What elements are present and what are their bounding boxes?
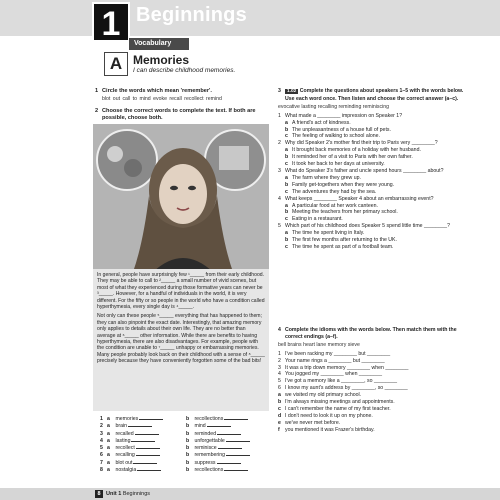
article-paragraph: In general, people have surprisingly few ¹_____ from their early childhood. They may be able to call to ²_____ a small number of vivid scenes, but most of what they experienced during those formative years can never be ³_____. However, for a handful of individuals in the world, it is very different. For the fifty or so people in the world who have a condition called hyperthymesia, every single day is ⁴_____. (97, 272, 265, 311)
footer-unit-label: Unit 1 (106, 491, 122, 497)
option[interactable]: c The time he spent as part of a football team. (285, 243, 394, 250)
answer-row[interactable]: 4 a lasting (100, 438, 163, 445)
answer-row[interactable]: 3 a recalled (100, 431, 163, 438)
answer-row[interactable]: b reminded (186, 431, 250, 438)
exercise-1-instruction (95, 88, 272, 95)
exercise-3-wordbank: evocative lasting recalling reminding reminiscing (278, 103, 390, 110)
idiom-item[interactable]: 1 I've been racking my ________ but ________ (278, 350, 391, 357)
instruction-text: Circle the words which mean 'remember'. (102, 88, 212, 94)
idiom-item[interactable]: 5 I've got a memory like a ________, so ________ (278, 378, 398, 385)
answer-row[interactable]: 5 a recollect (100, 445, 163, 452)
answer-row[interactable]: b reminisce (186, 445, 250, 452)
option[interactable]: a The farm where they grew up. (285, 174, 361, 181)
photo-illustration (93, 124, 269, 272)
exercise-number: 2 (95, 108, 99, 114)
lesson-subtitle: I can describe childhood memories. (133, 67, 236, 74)
page-number: 8 (95, 490, 103, 498)
option[interactable]: a A friend's act of kindness. (285, 119, 351, 126)
article-text (93, 269, 269, 411)
exercise-2-options-left (100, 416, 163, 474)
audio-track-badge[interactable]: 1.02 (287, 89, 297, 94)
answer-row[interactable]: b remembering (186, 452, 250, 459)
option[interactable]: b Meeting the teachers from her primary school. (285, 209, 398, 216)
answer-row[interactable]: b mind (186, 423, 250, 430)
unit-header-bar (0, 0, 500, 36)
exercise-1-wordbank: blot out call to mind evoke recall recollect remind (102, 96, 222, 102)
idiom-item[interactable]: 4 You jogged my ________ when ________ (278, 371, 383, 378)
answer-row[interactable]: 6 a recalling (100, 452, 163, 459)
instruction-text: Complete the questions about speakers 1–5 with the words below. Use each word once. Then listen and choose the correct answer (a–c). (285, 88, 464, 102)
ending-item: f you mentioned it was Frazer's birthday. (278, 426, 375, 433)
answer-row[interactable]: 2 a brain (100, 423, 163, 430)
option[interactable]: b The unpleasantness of a house full of pets. (285, 126, 391, 133)
option[interactable]: a A particular food at her work canteen. (285, 202, 378, 209)
question: 3 What do Speaker 3's father and uncle spend hours ________ about? (278, 167, 444, 174)
footer-unit (106, 490, 150, 498)
option[interactable]: c Eating in a restaurant. (285, 216, 343, 223)
instruction-text: Choose the correct words to complete the text. If both are possible, choose both. (102, 108, 256, 121)
idiom-item[interactable]: 2 Your name rings a ________ but ________ (278, 357, 385, 364)
exercise-3-instruction (278, 88, 468, 103)
exercise-number: 1 (95, 88, 99, 94)
ending-item: b I'm always missing meetings and appointments. (278, 399, 395, 406)
exercise-3 (278, 88, 468, 251)
girl-remembering-photo (93, 124, 269, 272)
option[interactable]: b Family get-togethers when they were young. (285, 181, 395, 188)
idiom-item[interactable]: 6 I know my aunt's address by ________, so ________ (278, 385, 408, 392)
article-paragraph: Not only can these people ⁵_____ everything that has happened to them; they can also pinpoint the exact date. Interestingly, that amazing memory only applies to details about their own life. They are no better than average at ⁶_____ other information. While there are benefits to having hyperthymesia, there are also disadvantages. For example, people with the condition are unable to ⁷_____ unhappy or embarrassing memories. Many people probably look back on their childhood with a sense of ⁸_____ precisely because they have conveniently forgotten some of the bad bits! (97, 313, 265, 365)
ending-item: e we've never met before. (278, 419, 341, 426)
answer-row[interactable]: 8 a nostalgia (100, 467, 163, 474)
answer-row[interactable]: b unforgettable (186, 438, 250, 445)
answer-row[interactable]: b recollections (186, 467, 250, 474)
exercise-2-options-right (186, 416, 250, 474)
idiom-item[interactable]: 3 It was a trip down memory ________ when ________ (278, 364, 409, 371)
exercise-4-wordbank: bell brains heart lane memory sieve (278, 341, 360, 348)
option[interactable]: a It brought back memories of a holiday with her husband. (285, 147, 421, 154)
question: 4 What keeps ________ Speaker 4 about an embarrassing event? (278, 195, 434, 202)
lesson-letter: A (104, 52, 128, 76)
ending-item: a we visited my old primary school. (278, 392, 362, 399)
unit-title: Beginnings (136, 4, 247, 26)
option[interactable]: b It reminded her of a visit to Paris with her own father. (285, 154, 413, 161)
question: 1 What made a ________ impression on Speaker 1? (278, 112, 403, 119)
page-footer (0, 488, 500, 500)
answer-row[interactable]: b suppress (186, 460, 250, 467)
answer-row[interactable]: 7 a blot out (100, 460, 163, 467)
ending-item: d I don't need to look it up on my phone. (278, 412, 373, 419)
exercise-4 (278, 327, 468, 434)
option[interactable]: b The first few months after returning to the UK. (285, 237, 397, 244)
option[interactable]: a The time he spent living in Italy. (285, 230, 365, 237)
exercise-number: 3 (278, 88, 281, 94)
unit-number: 1 (92, 2, 130, 42)
answer-row[interactable]: b recollections (186, 416, 250, 423)
exercise-number: 4 (278, 327, 281, 333)
exercise-4-instruction (278, 327, 468, 341)
ending-item: c I can't remember the name of my first teacher. (278, 405, 391, 412)
lesson-title: Memories (133, 53, 190, 67)
option[interactable]: c The feeling of walking to school alone. (285, 133, 380, 140)
exercise-2-instruction (95, 108, 272, 122)
question: 5 Which part of his childhood does Speaker 5 spend little time ________? (278, 223, 450, 230)
answer-row[interactable]: 1 a memories (100, 416, 163, 423)
option[interactable]: c It took her back to her days at university. (285, 161, 385, 168)
option[interactable]: c The adventures they had by the sea. (285, 188, 377, 195)
section-tab: Vocabulary (129, 38, 189, 50)
footer-unit-title: Beginnings (122, 491, 151, 497)
instruction-text: Complete the idioms with the words below. Then match them with the correct endings (a–f). (285, 327, 457, 340)
question: 2 Why did Speaker 2's mother find their trip to Paris very ________? (278, 140, 438, 147)
